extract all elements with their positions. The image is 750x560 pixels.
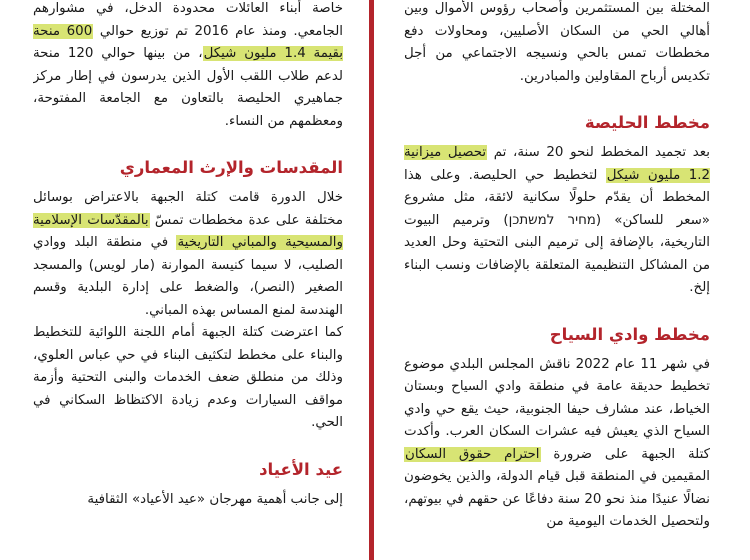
highlight-holy-sites: بالمقدّسات الإسلامية والمسيحية والمباني التاريخية — [33, 212, 343, 250]
highlight-residents-rights: احترام حقوق السكان — [405, 446, 540, 462]
heading-holy-sites-heritage: المقدسات والإرث المعماري — [119, 158, 343, 177]
left-intro-text-after: ، من بينها حوالي 120 منحة لدعم طلاب اللقب الأول الذين يدرسون في إطار مركز جماهيري الحليصة بالتعاون مع الجامعة المفتوحة، ومعظمهم من النساء. — [33, 46, 343, 129]
wadi-text-after: المقيمين في المنطقة قبل قيام الدولة، والذين يخوضون نضالًا عنيدًا منذ نحو 20 سنة دفاعًا عن حقهم في بيوتهم، ولتحصيل الخدمات اليومية من — [404, 469, 710, 529]
right-column — [404, 0, 710, 560]
wadi-siyah-paragraph — [404, 354, 710, 534]
left-column — [33, 0, 343, 560]
halisa-paragraph — [404, 142, 710, 300]
heading-halisa-plan: مخطط الحليصة — [584, 113, 710, 132]
column-divider — [369, 0, 374, 560]
heading-wadi-siyah-plan: مخطط وادي السياح — [549, 324, 710, 344]
halisa-text-after: لتخطيط حي الحليصة. وعلى هذا المخطط أن يقدّم حلولًا سكانية لائقة، مثل مشروع «سعر للساكن» (מחיר למשתכן) وترميم البيوت التاريخية، بالإضافة إلى ترميم البنى التحتية وحل العديد من المشاكل التنظيمية المتعلقة بالإضافات ونسب البناء إلخ. — [404, 167, 710, 295]
left-intro-paragraph — [33, 0, 343, 133]
left-intro-text-before: خاصة أبناء العائلات محدودة الدخل، في مشوارهم الجامعي. ومنذ عام 2016 تم توزيع حوالي — [33, 1, 343, 39]
holy-text-before: خلال الدورة قامت كتلة الجبهة بالاعتراض بوسائل مختلفة على عدة مخططات تمسّ — [33, 190, 343, 228]
halisa-text-before: بعد تجميد المخطط لنحو 20 سنة، تم — [487, 145, 710, 160]
holy-text-after: في منطقة البلد ووادي الصليب، لا سيما كنيسة الموارنة (مار لويس) والمسجد الصغير (النصر)، والضغط على إدارة البلدية وقسم الهندسة لمنع المساس بهذه المباني. — [33, 235, 343, 318]
highlight-scholarships: 600 منحة بقيمة 1.4 مليون شيكل — [33, 23, 343, 61]
right-intro-paragraph — [404, 0, 710, 88]
highlight-budget-halisa: تحصيل ميزانية 1.2 مليون شيكل — [404, 145, 710, 183]
holy-sites-paragraph-1 — [33, 187, 343, 322]
right-intro-text: المختلة بين المستثمرين وأصحاب رؤوس الأموال وبين أهالي الحي من السكان الأصليين، ومحاولات دفع مخططات تمس بالحي ونسيجه الاجتماعي من أجل تكديس أرباح المقاولين والمبادرين. — [404, 1, 710, 84]
heading-eid-al-aayad: عيد الأعياد — [259, 459, 343, 479]
holy-sites-paragraph-2: كما اعترضت كتلة الجبهة أمام اللجنة اللوائية للتخطيط والبناء على مخطط لتكثيف البناء في حي عباس العلوي، وذلك من منطلق ضعف الخدمات والبنى التحتية وأزمة مواقف السيارات وعدم زيادة الاكتظاظ السكاني في الحي. — [33, 325, 343, 430]
wadi-text-before: في شهر 11 عام 2022 ناقش المجلس البلدي موضوع تخطيط حديقة عامة في منطقة وادي السياح وبستان الخياط، عند مشارف حيفا الجنوبية، حيث يقع حي وادي السياح الذي يعيش فيه عشرات السكان العرب. وأكدت كتلة الجبهة على ضرورة — [404, 356, 710, 462]
eid-paragraph: إلى جانب أهمية مهرجان «عيد الأعياد» الثقافية — [87, 491, 343, 507]
